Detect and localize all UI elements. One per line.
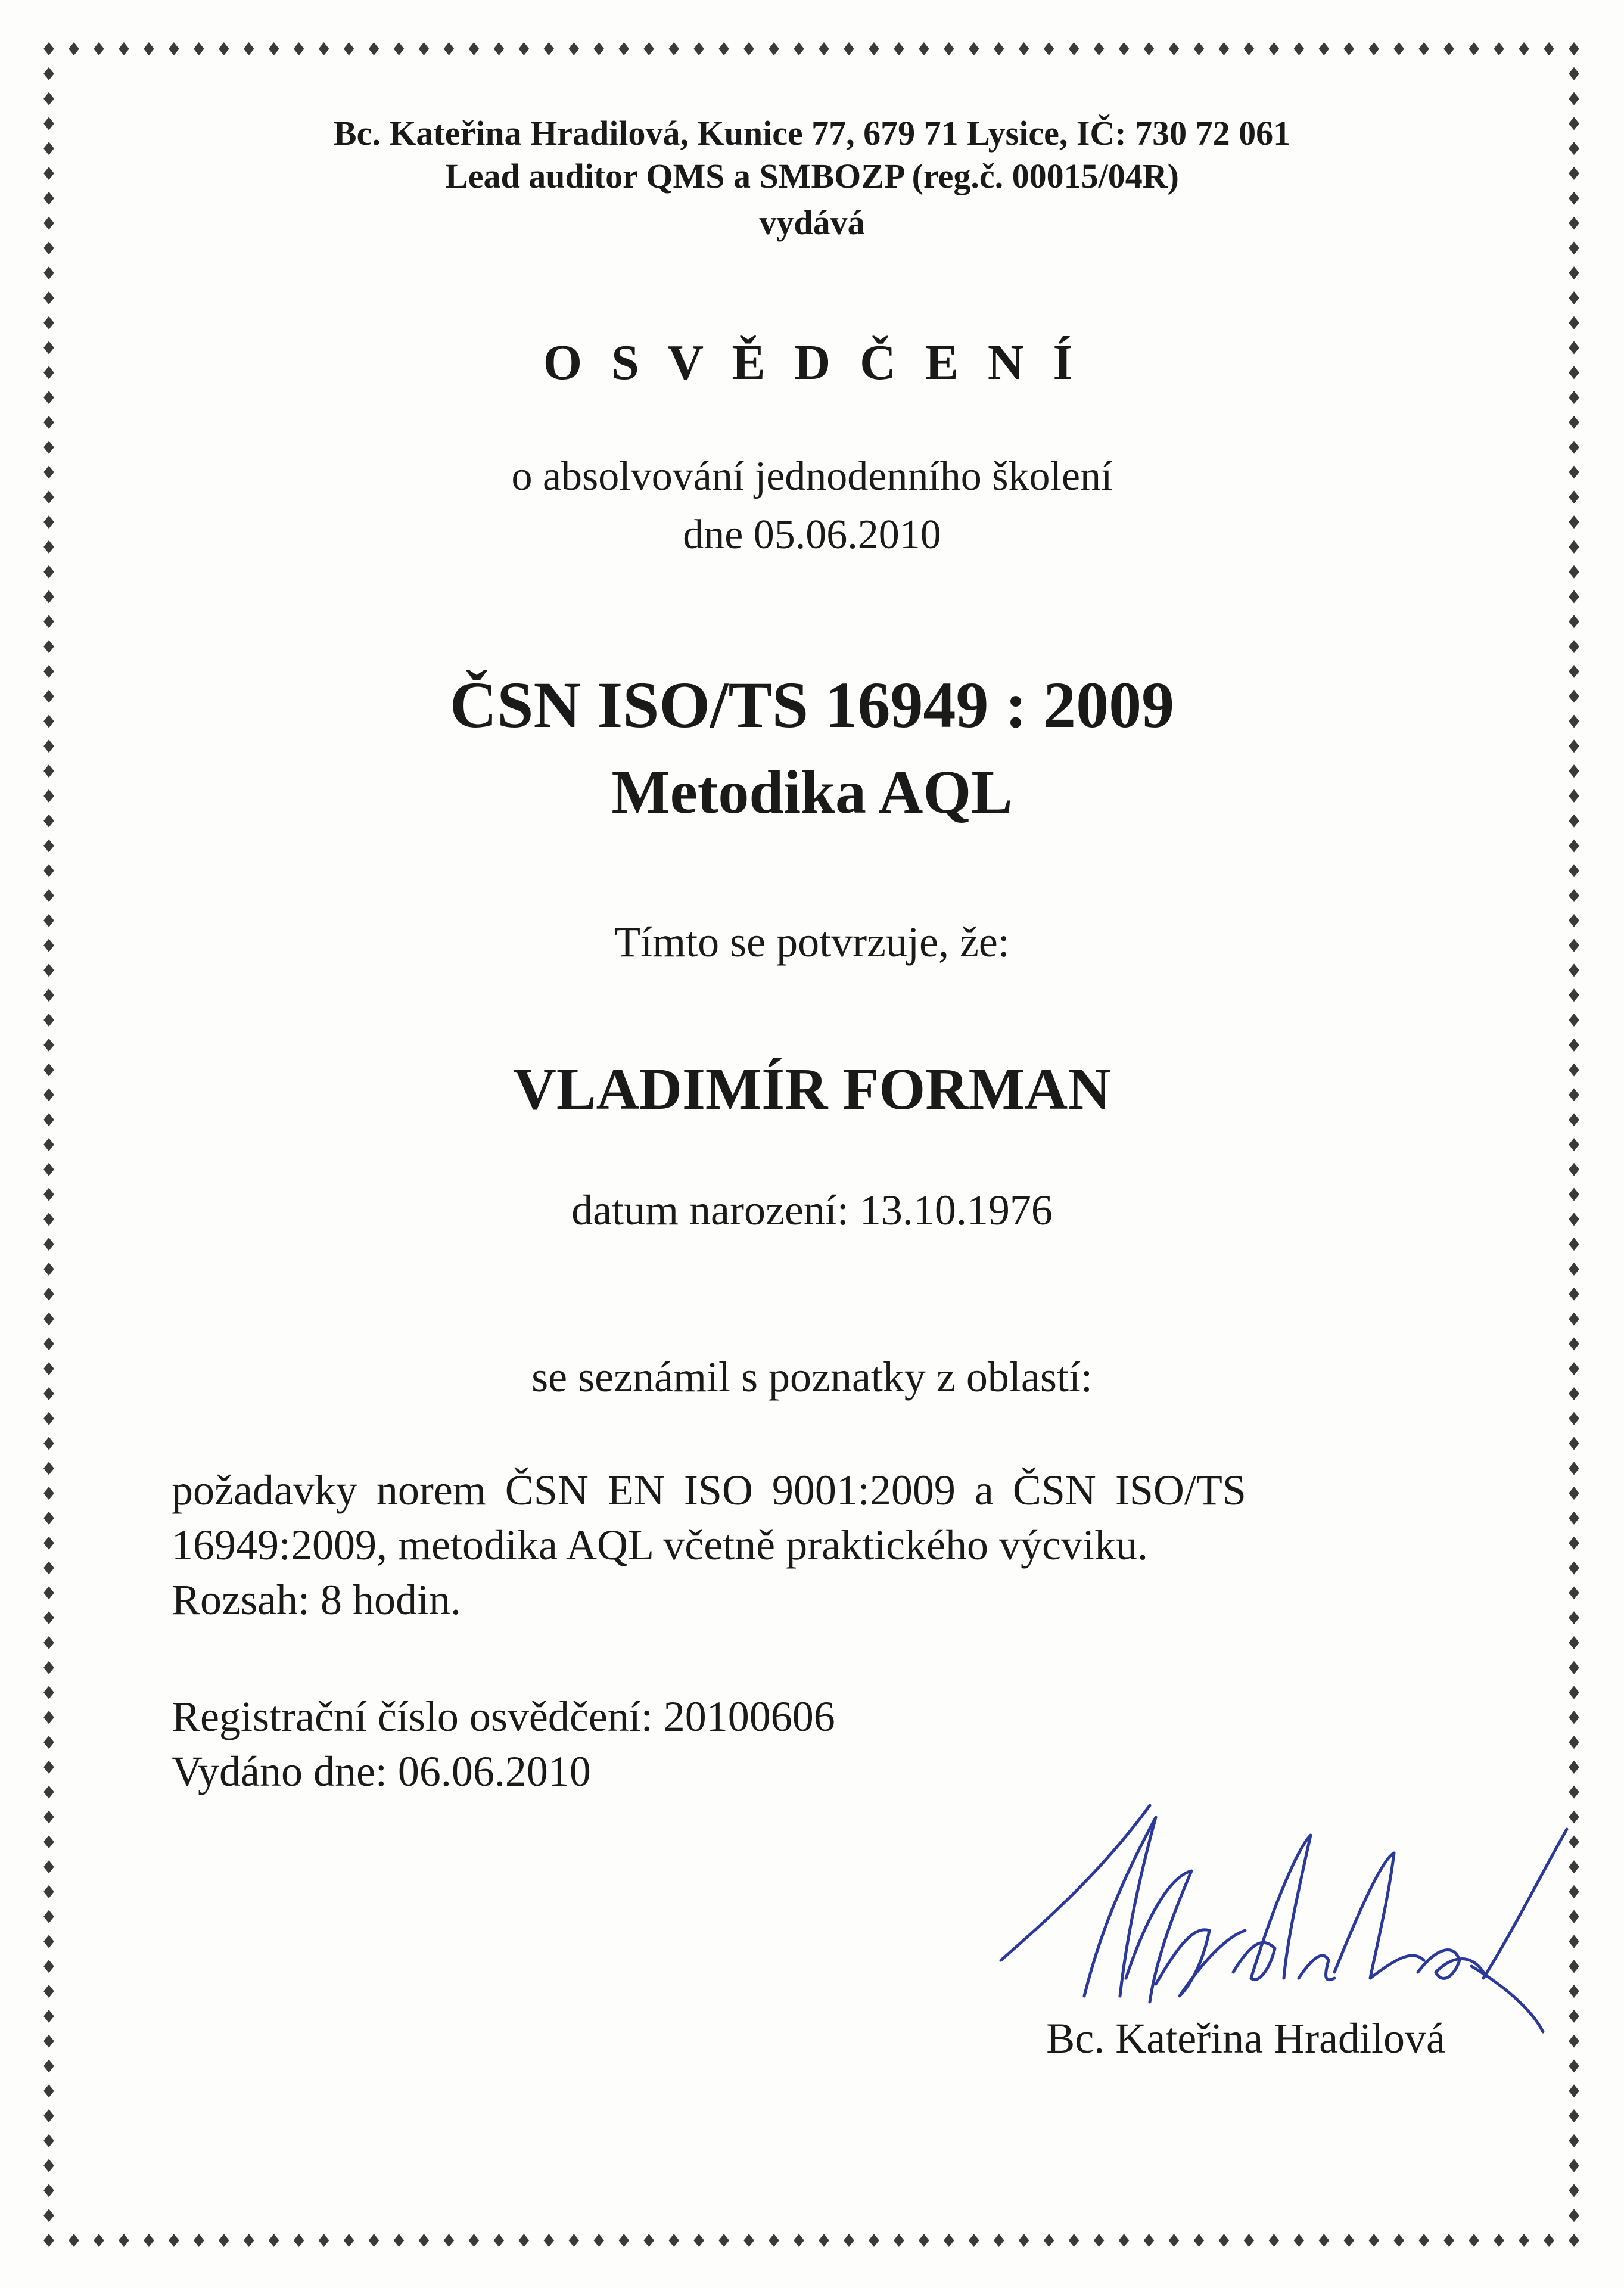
border-diamond	[1569, 1736, 1579, 1749]
border-diamond	[43, 1885, 54, 1898]
border-diamond	[43, 441, 54, 454]
border-diamond	[43, 864, 54, 877]
border-diamond	[119, 42, 129, 55]
birth-date: datum narození: 13.10.1976	[571, 1186, 1053, 1234]
border-diamond	[1569, 2109, 1579, 2122]
border-diamond	[43, 1263, 54, 1276]
border-diamond	[394, 2234, 405, 2247]
border-diamond	[1393, 2234, 1404, 2247]
border-diamond	[544, 42, 555, 55]
border-diamond	[1569, 2159, 1579, 2172]
border-diamond	[494, 42, 505, 55]
border-diamond	[1569, 1014, 1579, 1027]
border-diamond	[1569, 1537, 1579, 1550]
border-diamond	[43, 2059, 54, 2072]
border-diamond	[43, 1686, 54, 1699]
border-diamond	[43, 1138, 54, 1151]
issuer-verb: vydává	[759, 203, 865, 242]
border-diamond	[1119, 2234, 1130, 2247]
border-diamond	[43, 1835, 54, 1848]
border-diamond	[294, 2234, 304, 2247]
areas-line-3: Rozsah: 8 hodin.	[172, 1576, 461, 1624]
border-diamond	[1569, 2209, 1579, 2222]
border-diamond	[43, 565, 54, 579]
border-diamond	[1044, 42, 1054, 55]
border-diamond	[43, 1661, 54, 1674]
issue-date: Vydáno dne: 06.06.2010	[172, 1748, 591, 1795]
border-diamond	[1294, 42, 1305, 55]
border-diamond	[43, 2109, 54, 2122]
border-diamond	[519, 42, 530, 55]
border-diamond	[519, 2234, 530, 2247]
border-diamond	[1144, 42, 1155, 55]
course-standard: ČSN ISO/TS 16949 : 2009	[449, 669, 1175, 741]
border-diamond	[1094, 42, 1105, 55]
border-diamond	[969, 2234, 979, 2247]
border-diamond	[643, 2234, 654, 2247]
border-diamond	[819, 42, 829, 55]
border-diamond	[319, 42, 329, 55]
border-diamond	[43, 42, 54, 55]
border-diamond	[344, 42, 354, 55]
border-diamond	[1569, 1163, 1579, 1176]
border-diamond	[794, 42, 804, 55]
border-diamond	[43, 1786, 54, 1799]
border-diamond	[43, 1462, 54, 1475]
training-description: o absolvování jednodenního školení	[511, 453, 1113, 499]
border-diamond	[1368, 42, 1379, 55]
border-diamond	[43, 2209, 54, 2222]
border-diamond	[194, 2234, 204, 2247]
course-name: Metodika AQL	[611, 758, 1013, 826]
border-diamond	[169, 2234, 179, 2247]
border-diamond	[1569, 640, 1579, 653]
border-diamond	[718, 42, 729, 55]
border-diamond	[43, 1960, 54, 1973]
border-diamond	[1069, 2234, 1079, 2247]
border-diamond	[1569, 92, 1579, 105]
border-diamond	[1569, 1039, 1579, 1052]
border-diamond	[169, 42, 179, 55]
border-diamond	[43, 67, 54, 80]
border-diamond	[43, 1860, 54, 1873]
border-diamond	[1569, 2134, 1579, 2147]
border-diamond	[1569, 1686, 1579, 1699]
border-diamond	[43, 416, 54, 429]
border-diamond	[1368, 2234, 1379, 2247]
border-diamond	[643, 42, 654, 55]
border-diamond	[94, 42, 104, 55]
border-diamond	[69, 42, 79, 55]
border-diamond	[269, 2234, 279, 2247]
border-diamond	[944, 2234, 954, 2247]
border-diamond	[1569, 391, 1579, 404]
border-diamond	[569, 42, 580, 55]
border-diamond	[794, 2234, 804, 2247]
border-diamond	[1569, 1462, 1579, 1475]
border-diamond	[1569, 1437, 1579, 1450]
border-diamond	[43, 590, 54, 604]
border-diamond	[43, 1288, 54, 1301]
border-diamond	[1343, 2234, 1354, 2247]
border-diamond	[1443, 42, 1454, 55]
border-diamond	[1294, 2234, 1305, 2247]
border-diamond	[1019, 42, 1029, 55]
border-diamond	[769, 2234, 779, 2247]
border-diamond	[43, 1562, 54, 1575]
border-diamond	[43, 1437, 54, 1450]
border-diamond	[394, 42, 405, 55]
border-diamond	[43, 1636, 54, 1649]
border-diamond	[469, 2234, 480, 2247]
border-diamond	[1569, 1562, 1579, 1575]
border-diamond	[419, 42, 430, 55]
border-diamond	[43, 1935, 54, 1948]
border-diamond	[194, 42, 204, 55]
border-diamond	[1269, 42, 1280, 55]
border-diamond	[1219, 42, 1230, 55]
border-diamond	[1569, 291, 1579, 304]
border-diamond	[1469, 42, 1479, 55]
border-diamond	[919, 2234, 929, 2247]
border-diamond	[269, 42, 279, 55]
border-diamond	[43, 839, 54, 852]
border-diamond	[94, 2234, 104, 2247]
border-diamond	[593, 42, 604, 55]
border-diamond	[1569, 1487, 1579, 1500]
border-diamond	[1569, 1288, 1579, 1301]
border-diamond	[1019, 2234, 1029, 2247]
border-diamond	[319, 2234, 329, 2247]
border-diamond	[119, 2234, 129, 2247]
border-diamond	[43, 1512, 54, 1525]
border-diamond	[1569, 266, 1579, 279]
border-diamond	[869, 2234, 879, 2247]
border-diamond	[1569, 988, 1579, 1002]
issuer-address: Bc. Kateřina Hradilová, Kunice 77, 679 71 Lysice, IČ: 730 72 061	[333, 114, 1291, 153]
border-diamond	[1569, 864, 1579, 877]
confirmation-text: Tímto se potvrzuje, že:	[614, 918, 1010, 966]
border-diamond	[69, 2234, 79, 2247]
border-diamond	[1569, 1586, 1579, 1599]
border-diamond	[1569, 241, 1579, 254]
document-title: O S V Ě D Č E N Í	[543, 335, 1081, 390]
border-diamond	[43, 1238, 54, 1251]
border-diamond	[1569, 889, 1579, 902]
border-diamond	[1469, 2234, 1479, 2247]
border-diamond	[43, 2010, 54, 2023]
border-diamond	[994, 42, 1004, 55]
border-diamond	[1094, 2234, 1105, 2247]
border-diamond	[43, 1337, 54, 1350]
areas-intro: se seznámil s poznatky z oblastí:	[531, 1353, 1093, 1401]
border-diamond	[43, 1611, 54, 1624]
border-diamond	[844, 42, 854, 55]
border-diamond	[1569, 2059, 1579, 2072]
border-diamond	[1569, 1512, 1579, 1525]
border-diamond	[43, 2035, 54, 2048]
border-diamond	[743, 42, 754, 55]
border-diamond	[1569, 1661, 1579, 1674]
areas-line-1: požadavky norem ČSN EN ISO 9001:2009 a ČSN ISO/TS	[172, 1466, 1246, 1514]
registration-number: Registrační číslo osvědčení: 20100606	[172, 1693, 835, 1740]
training-date: dne 05.06.2010	[683, 512, 941, 558]
border-diamond	[944, 42, 954, 55]
person-name: VLADIMÍR FORMAN	[513, 1056, 1111, 1122]
border-diamond	[1519, 2234, 1529, 2247]
border-diamond	[969, 42, 979, 55]
border-diamond	[43, 1910, 54, 1923]
border-diamond	[1269, 2234, 1280, 2247]
border-diamond	[43, 615, 54, 628]
border-diamond	[1069, 42, 1079, 55]
border-diamond	[1244, 2234, 1255, 2247]
border-diamond	[1569, 1263, 1579, 1276]
border-diamond	[144, 2234, 154, 2247]
border-diamond	[43, 1313, 54, 1326]
border-diamond	[43, 889, 54, 902]
border-diamond	[43, 1736, 54, 1749]
border-diamond	[43, 1487, 54, 1500]
border-diamond	[569, 2234, 580, 2247]
border-diamond	[894, 42, 904, 55]
border-diamond	[444, 42, 455, 55]
border-diamond	[1569, 2184, 1579, 2197]
border-diamond	[43, 391, 54, 404]
border-diamond	[1219, 2234, 1230, 2247]
border-diamond	[43, 266, 54, 279]
border-diamond	[43, 291, 54, 304]
border-diamond	[43, 316, 54, 329]
border-diamond	[43, 1412, 54, 1425]
border-diamond	[668, 42, 679, 55]
border-diamond	[1169, 42, 1180, 55]
border-diamond	[1144, 2234, 1155, 2247]
border-diamond	[869, 42, 879, 55]
border-diamond	[1443, 2234, 1454, 2247]
border-diamond	[844, 2234, 854, 2247]
border-diamond	[668, 2234, 679, 2247]
border-diamond	[43, 1014, 54, 1027]
border-diamond	[219, 42, 229, 55]
border-diamond	[769, 42, 779, 55]
border-diamond	[1544, 42, 1554, 55]
border-diamond	[43, 1163, 54, 1176]
border-diamond	[1194, 42, 1205, 55]
border-diamond	[1569, 590, 1579, 604]
border-diamond	[1044, 2234, 1054, 2247]
border-diamond	[693, 42, 704, 55]
border-diamond	[718, 2234, 729, 2247]
border-diamond	[618, 42, 629, 55]
border-diamond	[43, 1711, 54, 1724]
border-diamond	[43, 241, 54, 254]
border-diamond	[1544, 2234, 1554, 2247]
border-diamond	[1569, 615, 1579, 628]
border-diamond	[618, 2234, 629, 2247]
border-diamond	[1569, 1761, 1579, 1774]
border-diamond	[444, 2234, 455, 2247]
border-diamond	[43, 1985, 54, 1998]
border-diamond	[1194, 2234, 1205, 2247]
border-diamond	[43, 2084, 54, 2097]
border-diamond	[43, 1810, 54, 1823]
border-diamond	[43, 1039, 54, 1052]
border-diamond	[1119, 42, 1130, 55]
border-diamond	[1569, 1138, 1579, 1151]
border-diamond	[1569, 67, 1579, 80]
border-diamond	[369, 2234, 379, 2247]
border-diamond	[994, 2234, 1004, 2247]
border-diamond	[43, 1537, 54, 1550]
border-diamond	[1418, 2234, 1429, 2247]
border-diamond	[1569, 416, 1579, 429]
border-diamond	[419, 2234, 430, 2247]
border-diamond	[1569, 441, 1579, 454]
border-diamond	[1569, 42, 1579, 55]
border-diamond	[1319, 42, 1330, 55]
border-diamond	[1519, 42, 1529, 55]
border-diamond	[693, 2234, 704, 2247]
border-diamond	[1569, 1412, 1579, 1425]
border-diamond	[593, 2234, 604, 2247]
border-diamond	[1319, 2234, 1330, 2247]
border-diamond	[244, 42, 254, 55]
border-diamond	[894, 2234, 904, 2247]
border-diamond	[1494, 2234, 1504, 2247]
border-diamond	[1244, 42, 1255, 55]
border-diamond	[1393, 42, 1404, 55]
border-diamond	[1418, 42, 1429, 55]
border-diamond	[294, 42, 304, 55]
border-diamond	[43, 640, 54, 653]
border-diamond	[1569, 1313, 1579, 1326]
border-diamond	[43, 988, 54, 1002]
border-diamond	[43, 92, 54, 105]
border-diamond	[1569, 316, 1579, 329]
border-diamond	[43, 2134, 54, 2147]
border-diamond	[919, 42, 929, 55]
border-diamond	[1169, 2234, 1180, 2247]
border-diamond	[1569, 1636, 1579, 1649]
border-diamond	[1569, 565, 1579, 579]
border-diamond	[43, 1586, 54, 1599]
border-diamond	[1569, 1611, 1579, 1624]
border-diamond	[1569, 1238, 1579, 1251]
signer-name: Bc. Kateřina Hradilová	[1046, 2015, 1445, 2062]
border-diamond	[144, 42, 154, 55]
border-diamond	[43, 1761, 54, 1774]
border-diamond	[43, 2234, 54, 2247]
border-diamond	[1569, 839, 1579, 852]
border-diamond	[43, 2159, 54, 2172]
border-diamond	[1343, 42, 1354, 55]
border-diamond	[743, 2234, 754, 2247]
border-diamond	[244, 2234, 254, 2247]
areas-line-2: 16949:2009, metodika AQL včetně praktického výcviku.	[172, 1521, 1148, 1569]
border-diamond	[1569, 1337, 1579, 1350]
border-diamond	[219, 2234, 229, 2247]
border-diamond	[1494, 42, 1504, 55]
border-diamond	[369, 42, 379, 55]
border-diamond	[1569, 1711, 1579, 1724]
handwritten-signature	[977, 1782, 1573, 2044]
border-diamond	[819, 2234, 829, 2247]
issuer-role: Lead auditor QMS a SMBOZP (reg.č. 00015/04R)	[445, 157, 1179, 195]
border-diamond	[494, 2234, 505, 2247]
border-diamond	[544, 2234, 555, 2247]
border-diamond	[43, 2184, 54, 2197]
border-diamond	[1569, 2234, 1579, 2247]
border-diamond	[469, 42, 480, 55]
border-diamond	[344, 2234, 354, 2247]
border-diamond	[1569, 2084, 1579, 2097]
